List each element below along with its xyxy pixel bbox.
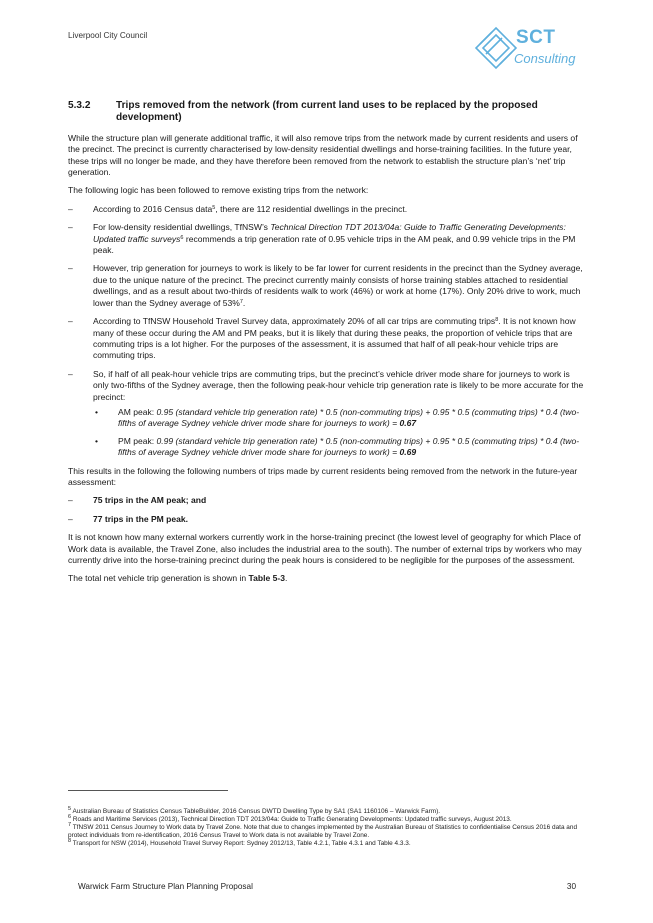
total-paragraph	[68, 573, 585, 584]
dash-marker: –	[68, 203, 73, 214]
footnote-ref-8[interactable]: 8	[495, 317, 499, 324]
footnote-ref-5[interactable]: 5	[212, 204, 216, 211]
footnote-text: Roads and Maritime Services (2013), Technical Direction TDT 2013/04a: Guide to Traffic Generating Developments: Updated traffic surveys, August 2013.	[71, 816, 512, 823]
footnote-ref-6[interactable]: 6	[180, 234, 184, 241]
list-item-trip-rate	[68, 222, 585, 256]
logo-sct-text: SCT	[516, 27, 556, 48]
external-workers-paragraph: It is not known how many external workers currently work in the horse-training precinct (the lowest level of geography for which Place of Work data is available, the Travel Zone, also includes the industrial area to the south). The number of external trips by workers who may currently drive into the horse-training precinct during the peak hours is considered to be negligible for the purposes of the assessment.	[68, 532, 582, 565]
total-text: .	[284, 573, 288, 584]
footnote-6	[68, 816, 585, 824]
intro-paragraph: While the structure plan will generate additional traffic, it will also remove trips from the network made by current residents and users of the precinct. The precinct is currently characterised by low-density residential dwellings and horse-training facilities. In the future year, these trips will no longer be made, and they have therefore been removed from the network to establish the structure plan’s ‘net’ trip generation.	[68, 132, 578, 178]
bullet-formula: 0.95 (standard vehicle trip generation rate) * 0.5 (non-commuting trips) + 0.95 * 0.5 (commuting trips) * 0.4 (two-fifths of average Sydney vehicle driver mode share for journeys to work) =	[118, 406, 580, 429]
item-text: According to TfNSW Household Travel Survey data, approximately 20% of all car trips are commuting trips	[93, 316, 496, 327]
logic-intro-paragraph: The following logic has been followed to remove existing trips from the network:	[68, 185, 369, 196]
table-reference-link[interactable]: Table 5-3	[248, 573, 285, 584]
footnote-8	[68, 840, 585, 848]
footnote-text: Australian Bureau of Statistics Census TableBuilder, 2016 Census DWTD Dwelling Type by SA1 (SA1 1160106 – Warwick Farm).	[71, 808, 441, 815]
item-text: However, trip generation for journeys to work is likely to be far lower for current residents in the precinct than the Sydney average, due to the unique nature of the precinct. The precinct currently mainly consists of horse training stables attached to residential dwellings, and as a result about two-thirds of residents walk to work (46%) or work at home (17%). Only 20% drive to work, much lower than the Sydney average of 53%	[93, 263, 583, 308]
result-am	[68, 495, 585, 506]
item-text: For low-density residential dwellings, TfNSW’s	[93, 222, 271, 233]
bullet-am-peak	[93, 407, 585, 430]
footnote-7	[68, 824, 585, 840]
section-number: 5.3.2	[68, 100, 91, 111]
bullet-result: 0.67	[399, 418, 417, 429]
footnote-text: TfNSW 2011 Census Journey to Work data by Travel Zone. Note that due to changes implemented by the Australian Bureau of Statistics to confidentialise Census 2016 data and protect individuals from re-identification, 2016 Census Travel to Work data is not available by Travel Zone.	[68, 824, 578, 839]
footnote-ref-7[interactable]: 7	[239, 298, 243, 305]
footnote-number: 8	[68, 838, 72, 844]
logo-consulting-text: Consulting	[514, 51, 576, 66]
dash-marker: –	[68, 222, 73, 233]
footnote-number: 5	[68, 806, 72, 812]
dash-marker: –	[68, 316, 73, 327]
main-content	[68, 100, 585, 592]
dash-marker: –	[68, 368, 73, 379]
footnote-divider	[68, 790, 228, 791]
list-item-adjusted-rate	[68, 369, 585, 403]
dash-marker: –	[68, 513, 73, 524]
item-text: So, if half of all peak-hour vehicle trips are commuting trips, but the precinct’s vehicle driver mode share for journeys to work is only two-fifths of the Sydney average, then the following peak-hour vehicle trip generation rate is likely to be more accurate for the precinct:	[93, 368, 584, 402]
footnote-number: 7	[68, 822, 72, 828]
footnote-5	[68, 808, 585, 816]
section-title: Trips removed from the network (from current land uses to be replaced by the proposed development)	[116, 100, 538, 124]
footer-document-title: Warwick Farm Structure Plan Planning Proposal	[78, 882, 253, 891]
footnote-number: 6	[68, 814, 72, 820]
footnotes	[68, 808, 585, 848]
logo-diamond-icon	[472, 24, 520, 74]
section-heading	[68, 100, 585, 125]
result-pm-text: 77 trips in the PM peak.	[93, 513, 188, 524]
footer-page-number: 30	[566, 882, 576, 891]
rate-bullet-list	[93, 407, 585, 459]
list-item-commuting-trips	[68, 316, 585, 362]
bullet-label: AM peak:	[118, 406, 157, 417]
bullet-pm-peak	[93, 436, 585, 459]
total-text: The total net vehicle trip generation is shown in	[68, 573, 249, 584]
result-intro-paragraph: This results in the following the following numbers of trips made by current residents being removed from the network in the future-year assessment:	[68, 465, 578, 487]
header-organisation: Liverpool City Council	[68, 31, 148, 40]
bullet-label: PM peak:	[118, 435, 157, 446]
bullet-result: 0.69	[399, 447, 417, 458]
footnote-text: Transport for NSW (2014), Household Travel Survey Report: Sydney 2012/13, Table 4.2.1, Table 4.3.1 and Table 4.3.3.	[71, 840, 411, 847]
list-item-journey-to-work	[68, 263, 585, 309]
item-text: recommends a trip generation rate of 0.95 vehicle trips in the AM peak, and 0.99 vehicle trips in the PM peak.	[93, 233, 576, 256]
bullet-marker: •	[95, 406, 98, 417]
item-text: .	[242, 297, 246, 308]
item-text: According to 2016 Census data	[93, 203, 213, 214]
item-text: . It is not known how many of these occur during the AM and PM peaks, but it is likely that during these peaks, the proportion of vehicle trips that are commuting trips is a lot higher. For the purposes of the assessment, it is assumed that half of all peak-hour vehicle trips are commuting trips.	[93, 316, 576, 361]
result-pm	[68, 514, 585, 525]
bullet-marker: •	[95, 435, 98, 446]
item-text: , there are 112 residential dwellings in the precinct.	[215, 203, 408, 214]
dash-marker: –	[68, 495, 73, 506]
bullet-formula: 0.99 (standard vehicle trip generation rate) * 0.5 (non-commuting trips) + 0.95 * 0.5 (commuting trips) * 0.4 (two-fifths of average Sydney vehicle driver mode share for journeys to work) =	[118, 435, 580, 458]
list-item-census	[68, 204, 585, 215]
item-citation: Technical Direction TDT 2013/04a: Guide to Traffic Generating Developments: Updated traffic surveys	[93, 222, 566, 244]
dash-marker: –	[68, 263, 73, 274]
result-am-text: 75 trips in the AM peak; and	[93, 495, 207, 506]
sct-consulting-logo	[472, 24, 588, 74]
